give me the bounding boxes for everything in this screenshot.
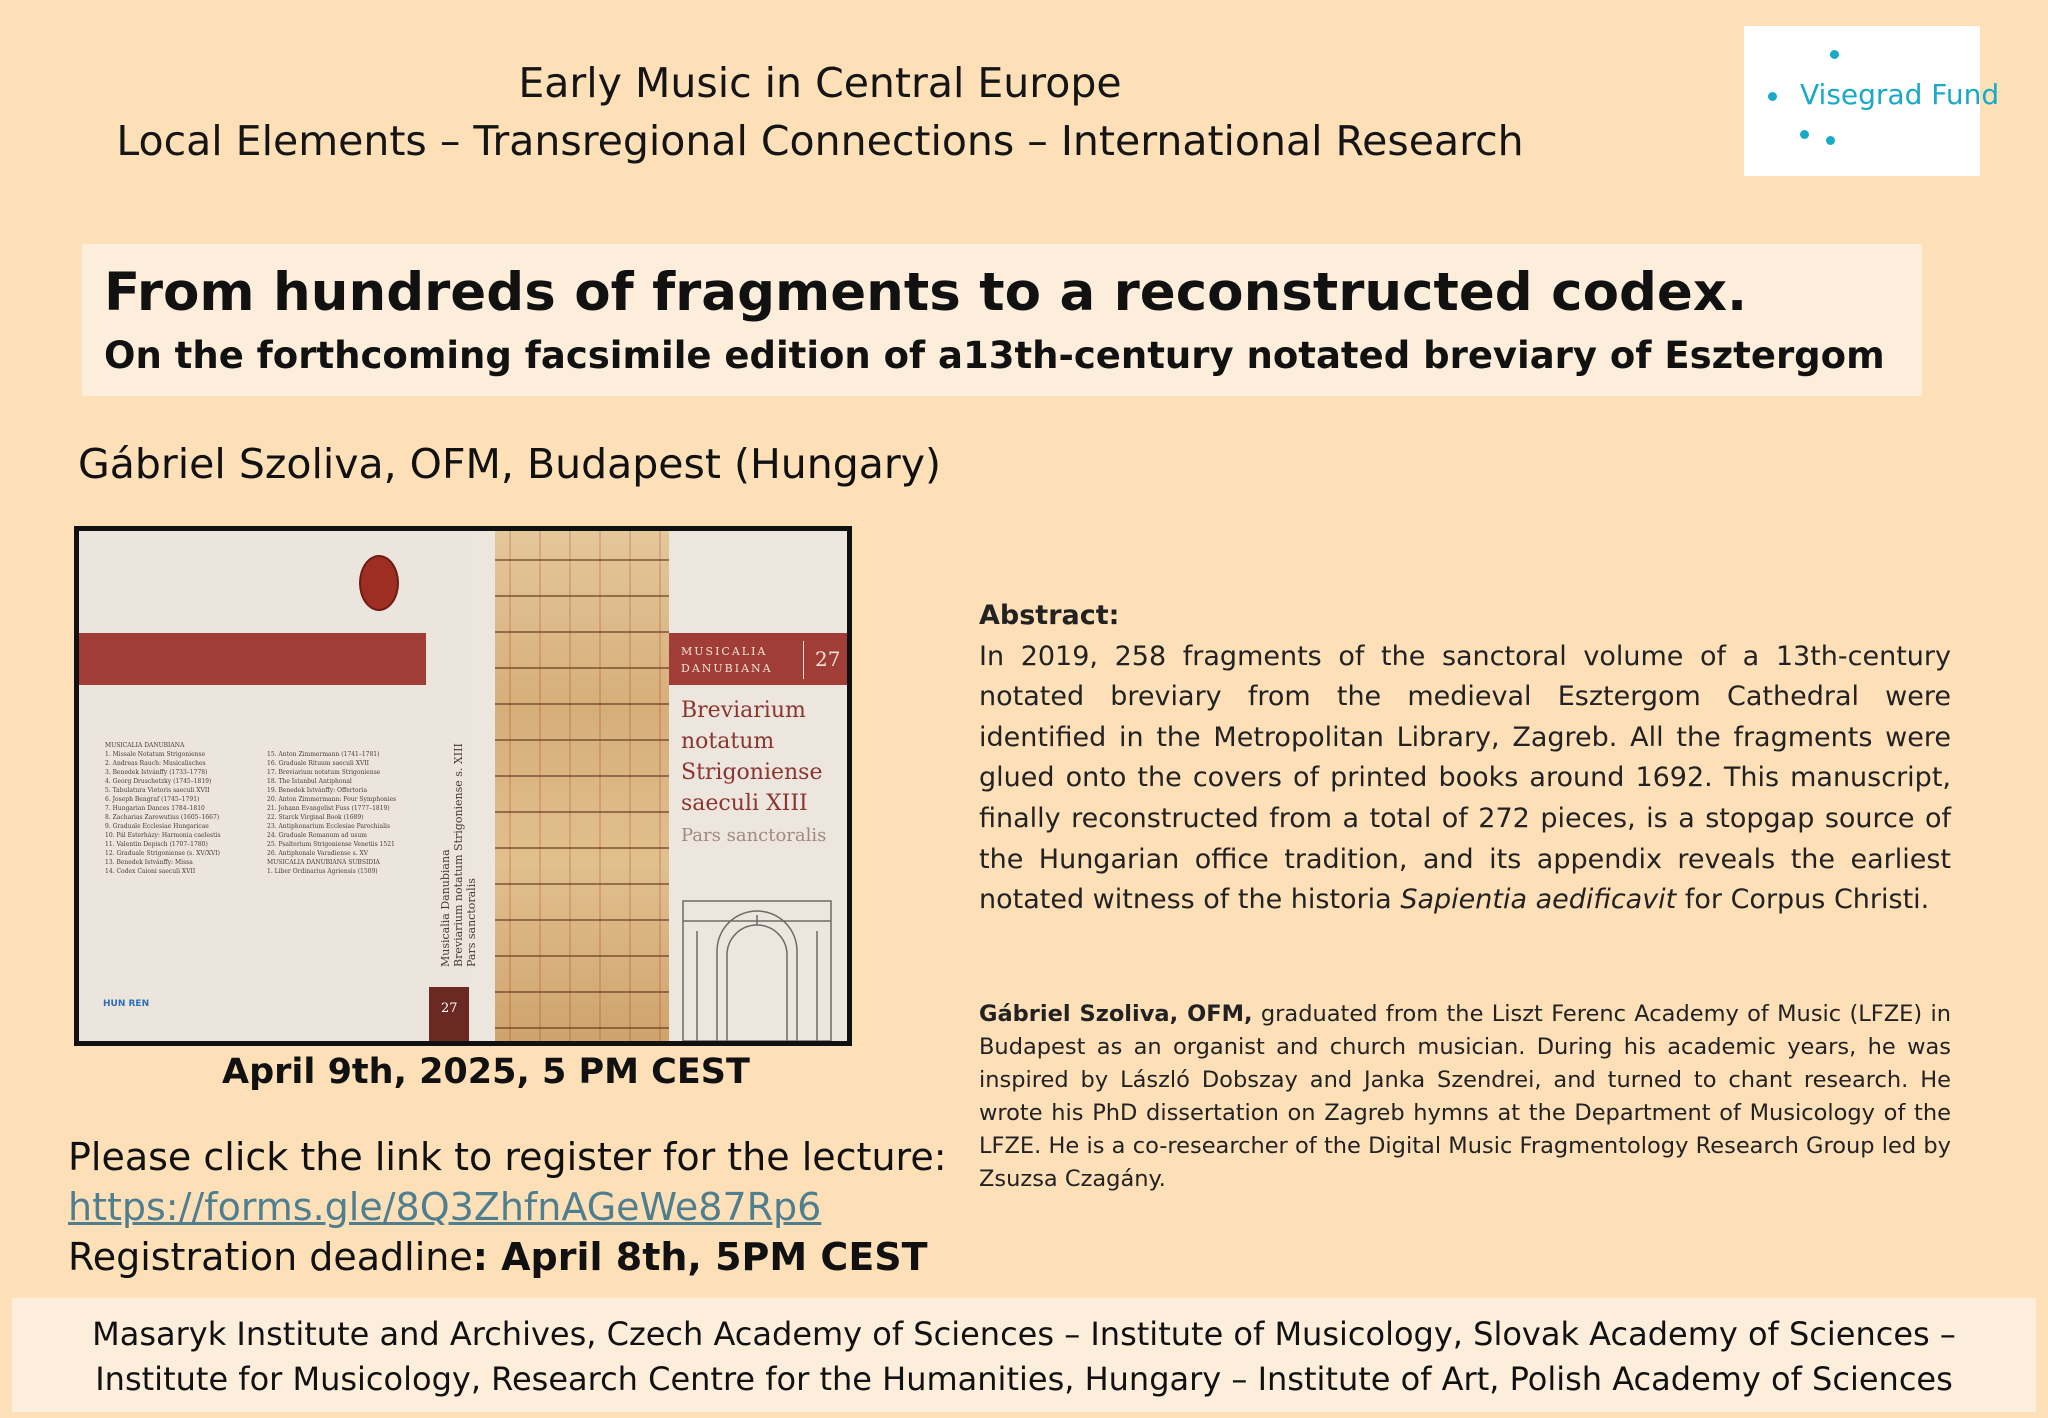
cover-volume-number: 27 <box>815 647 841 671</box>
back-list-right <box>267 750 396 876</box>
list-item: MUSICALIA DANUBIANA SUBSIDIA <box>267 859 380 866</box>
list-item: 10. Pál Esterházy: Harmonia caelestis <box>105 832 221 839</box>
cover-title-line: notatum <box>681 729 775 754</box>
series-subtitle: Local Elements – Transregional Connections – International Research <box>116 117 1524 165</box>
list-item: 17. Breviarium notatum Strigoniense <box>267 769 381 776</box>
registration-block <box>68 1132 947 1282</box>
deadline-value: : April 8th, 5PM CEST <box>472 1235 928 1279</box>
list-item: 14. Codex Caioni saeculi XVII <box>105 868 196 875</box>
list-item: 2. Andreas Rauch: Musicalisches <box>105 760 206 767</box>
list-item: 25. Psalterium Strigoniense Venetiis 1521 <box>267 841 395 848</box>
abstract-text <box>979 637 1951 921</box>
registration-link[interactable]: https://forms.gle/8Q3ZhfnAGeWe87Rp6 <box>68 1185 822 1229</box>
book-cover-image <box>74 526 852 1046</box>
cover-series-line: DANUBIANA <box>681 662 773 675</box>
list-item: 1. Missale Notatum Strigoniense <box>105 751 206 758</box>
list-item: 8. Zacharias Zarewutius (1605–1667) <box>105 814 220 821</box>
list-item: 20. Anton Zimmermann: Four Symphonies <box>267 796 397 803</box>
bio-name: Gábriel Szoliva, OFM, <box>979 1001 1253 1027</box>
publisher-mark: HUN REN <box>103 999 150 1009</box>
cover-title-line: Breviarium <box>681 698 806 723</box>
cover-subtitle: Pars sanctoralis <box>681 825 827 846</box>
lecture-title: From hundreds of fragments to a reconstructed codex. <box>104 262 1748 323</box>
list-item: 13. Benedek Istvánffy: Missa <box>105 859 193 866</box>
footer-line: Institute for Musicology, Research Centre for the Humanities, Hungary – Institute of Art, Polish Academy of Sciences <box>95 1360 1953 1398</box>
list-item: 1. Liber Ordinarius Agriensis (1509) <box>267 868 378 875</box>
list-item: 3. Benedek Istvánffy (1733–1778) <box>105 769 208 776</box>
spine-line: Pars sanctoralis <box>465 878 478 967</box>
logo-dot <box>1800 130 1809 139</box>
abstract-text-part: In 2019, 258 fragments of the sanctoral volume of a 13th-century notated breviary from the medieval Esztergom Cathedral were identified in the Metropolitan Library, Zagreb. All the fragments were glued onto the covers of printed books around 1692. This manuscript, finally reconstructed from a total of 272 pieces, is a stopgap source of the Hungarian office tradition, and its appendix reveals the earliest notated witness of the historia <box>979 640 1951 916</box>
list-item: 22. Starck Virginal Book (1689) <box>267 814 364 821</box>
list-item: 11. Valentin Depisch (1707–1780) <box>105 841 208 848</box>
architecture-drawing-icon <box>677 871 837 1041</box>
abstract-section <box>979 596 1951 921</box>
cover-title-line: saeculi XIII <box>681 791 808 816</box>
bio-text: graduated from the Liszt Ferenc Academy of Music (LFZE) in Budapest as an organist and church musician. During his academic years, he was inspired by László Dobszay and Janka Szendrei, and turned to chant research. He wrote his PhD dissertation on Zagreb hymns at the Department of Musicology of the LFZE. He is a co-researcher of the Digital Music Fragmentology Research Group led by Zsuzsa Czagány. <box>979 1001 1951 1192</box>
logo-dot <box>1830 50 1839 59</box>
cover-divider <box>803 641 804 679</box>
logo-dot <box>1768 92 1777 101</box>
manuscript-notation <box>495 531 669 1041</box>
list-item: 16. Graduale Rituum saeculi XVII <box>267 760 370 767</box>
list-item: 6. Joseph Bengraf (1745–1791) <box>105 796 200 803</box>
abstract-text-part: for Corpus Christi. <box>1676 884 1930 916</box>
cover-title <box>681 695 823 819</box>
deadline-label: Registration deadline <box>68 1235 473 1279</box>
spine-line: Breviarium notatum Strigoniense s. XIII <box>452 743 465 967</box>
footer-line: Masaryk Institute and Archives, Czech Academy of Sciences – Institute of Musicology, Slovak Academy of Sciences – <box>92 1315 1956 1353</box>
wax-seal-icon <box>359 555 399 611</box>
list-item: 7. Hungarian Dances 1784–1810 <box>105 805 205 812</box>
spine-number: 27 <box>441 1001 458 1016</box>
cover-series-name <box>681 643 773 677</box>
organizers-footer <box>12 1298 2036 1412</box>
series-title: Early Music in Central Europe <box>518 59 1122 107</box>
abstract-italic-title: Sapientia aedificavit <box>1400 884 1677 916</box>
list-item: 9. Graduale Ecclesiae Hungaricae <box>105 823 209 830</box>
list-item: 26. Antiphonale Varadiense s. XV <box>267 850 369 857</box>
list-item: 23. Antiphonarium Ecclesiae Parochialis <box>267 823 391 830</box>
back-cover-band <box>79 633 443 685</box>
list-item: 12. Graduale Strigoniense (s. XV/XVI) <box>105 850 221 857</box>
manuscript-fragment-image <box>495 531 669 1041</box>
spine-text <box>439 743 478 967</box>
event-date: April 9th, 2025, 5 PM CEST <box>222 1052 750 1092</box>
logo-dot <box>1826 136 1835 145</box>
cover-series-line: MUSICALIA <box>681 645 768 658</box>
speaker-bio <box>979 998 1951 1196</box>
back-list-left <box>105 741 221 876</box>
lecture-title-box <box>82 244 1922 396</box>
list-item: 4. Georg Druschetzky (1745–1819) <box>105 778 212 785</box>
registration-prompt: Please click the link to register for the lecture: <box>68 1135 947 1179</box>
abstract-heading: Abstract: <box>979 600 1120 631</box>
book-back-cover <box>79 531 443 1041</box>
list-item: 24. Graduale Romanum ad usum <box>267 832 367 839</box>
speaker-line: Gábriel Szoliva, OFM, Budapest (Hungary) <box>78 440 942 488</box>
registration-deadline <box>68 1232 947 1282</box>
event-series-heading <box>0 54 1640 170</box>
list-item: 5. Tabulatura Vietoris saeculi XVII <box>105 787 210 794</box>
spine-line: Musicalia Danubiana <box>439 849 452 967</box>
list-item: 21. Johann Evangelist Fuss (1777–1819) <box>267 805 390 812</box>
lecture-subtitle: On the forthcoming facsimile edition of a13th-century notated breviary of Esztergom <box>104 334 1885 377</box>
list-item: 15. Anton Zimmermann (1741–1781) <box>267 751 380 758</box>
list-item: 19. Benedek Istvánffy: Offertoria <box>267 787 368 794</box>
cover-title-line: Strigoniense <box>681 760 823 785</box>
logo-text: Visegrad Fund <box>1800 78 2000 111</box>
back-list-title: MUSICALIA DANUBIANA <box>105 742 185 749</box>
list-item: 18. The Istanbul Antiphonal <box>267 778 352 785</box>
visegrad-fund-logo <box>1744 26 2000 176</box>
